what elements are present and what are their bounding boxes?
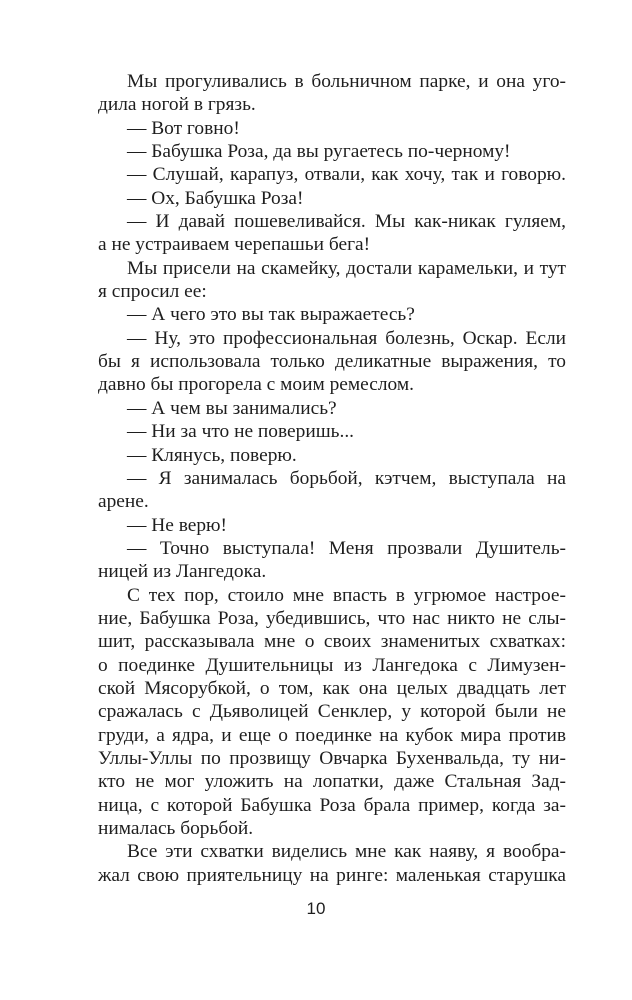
text-line: груди, а ядра, и еще о поединке на кубок мира против <box>98 724 566 746</box>
text-line: — Ни за что не поверишь... <box>127 421 355 443</box>
text-line: Уллы-Уллы по прозвищу Овчарка Бухенвальда, ту ни- <box>98 747 566 769</box>
text-line: а не устраиваем черепашьи бега! <box>98 234 371 256</box>
text-line: — Точно выступала! Меня прозвали Душитель- <box>127 537 566 559</box>
page-number: 10 <box>306 899 326 918</box>
text-line: — Вот говно! <box>127 117 240 139</box>
text-line: — Клянусь, поверю. <box>127 444 297 466</box>
text-line: — Ну, это профессиональная болезнь, Оскар. Если <box>127 327 566 349</box>
text-line: давно бы прогорела с моим ремеслом. <box>98 374 414 396</box>
text-line: — Не верю! <box>127 514 227 536</box>
text-line: я спросил ее: <box>98 281 207 303</box>
text-line: — Я занималась борьбой, кэтчем, выступала на <box>127 467 566 489</box>
text-line: дила ногой в грязь. <box>98 94 256 116</box>
text-line: о поединке Душительницы из Лангедока с Лимузен- <box>98 654 566 676</box>
text-line: нималась борьбой. <box>98 818 254 839</box>
text-line: — Ох, Бабушка Роза! <box>127 187 304 209</box>
text-line: С тех пор, стоило мне впасть в угрюмое настрое- <box>127 584 566 606</box>
text-line: — Бабушка Роза, да вы ругаетесь по-черному! <box>127 141 511 163</box>
text-line: бы я использовала только деликатные выражения, то <box>98 351 566 373</box>
text-line: жал свою приятельницу на ринге: маленькая старушка <box>98 864 566 886</box>
text-line: арене. <box>98 491 149 513</box>
text-line: — Слушай, карапуз, отвали, как хочу, так и говорю. <box>127 164 566 186</box>
text-line: сражалась с Дьяволицей Сенклер, у которой были не <box>98 701 566 723</box>
text-line: ница, с которой Бабушка Роза брала пример, когда за- <box>98 794 566 816</box>
text-line: Мы присели на скамейку, достали карамельки, и тут <box>127 257 566 279</box>
text-line: шит, рассказывала мне о своих знаменитых схватках: <box>98 631 566 653</box>
text-line: Все эти схватки виделись мне как наяву, я вообра- <box>127 841 566 863</box>
text-line: — И давай пошевеливайся. Мы как-никак гуляем, <box>127 211 566 233</box>
text-line: — А чем вы занимались? <box>127 397 337 419</box>
text-line: ской Мясорубкой, о том, как она целых двадцать лет <box>98 677 566 699</box>
body-text <box>98 70 566 887</box>
text-line: — А чего это вы так выражаетесь? <box>127 304 415 326</box>
text-line: Мы прогуливались в больничном парке, и она уго- <box>127 71 566 92</box>
text-line: кто не мог уложить на лопатки, даже Стальная Зад- <box>98 771 566 793</box>
text-line: ние, Бабушка Роза, убедившись, что нас никто не слы- <box>98 607 566 629</box>
text-line: ницей из Лангедока. <box>98 561 267 583</box>
